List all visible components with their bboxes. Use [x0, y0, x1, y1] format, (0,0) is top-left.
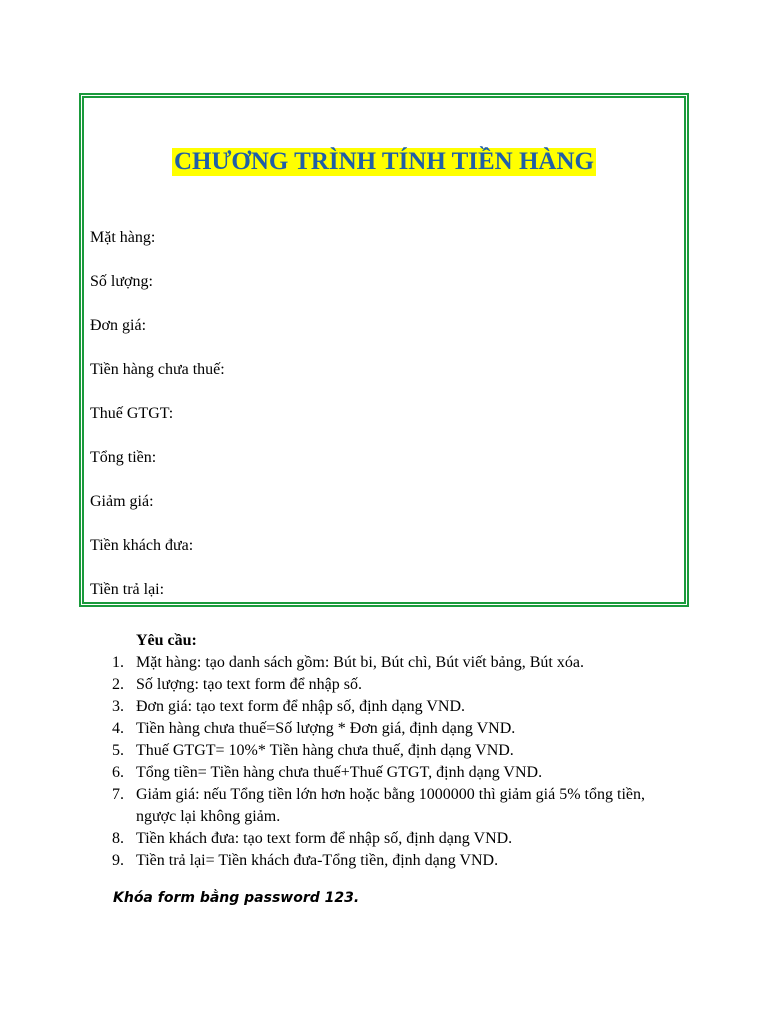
list-item-text: Số lượng: tạo text form để nhập số. [136, 676, 362, 693]
list-item-number: 6. [112, 764, 124, 781]
list-item [108, 674, 668, 696]
field-label-mat-hang: Mặt hàng: [90, 229, 156, 246]
list-item-text: Mặt hàng: tạo danh sách gồm: Bút bi, Bút chì, Bút viết bảng, Bút xóa. [136, 654, 584, 671]
list-item [108, 740, 668, 762]
list-item-text: Thuế GTGT= 10%* Tiền hàng chưa thuế, định dạng VND. [136, 742, 514, 759]
list-item-text: Đơn giá: tạo text form để nhập số, định dạng VND. [136, 698, 465, 715]
field-label-tien-hang-chua-thue: Tiền hàng chưa thuế: [90, 361, 225, 378]
list-item [108, 696, 668, 718]
requirements-heading: Yêu cầu: [136, 632, 197, 649]
list-item-text: Tổng tiền= Tiền hàng chưa thuế+Thuế GTGT, định dạng VND. [136, 764, 543, 781]
list-item-number: 2. [112, 676, 124, 693]
field-label-giam-gia: Giảm giá: [90, 493, 154, 510]
list-item-text: Giảm giá: nếu Tổng tiền lớn hơn hoặc bằng 1000000 thì giảm giá 5% tổng tiền, ngược lại không giảm. [136, 786, 645, 825]
list-item-number: 5. [112, 742, 124, 759]
list-item [108, 828, 668, 850]
list-item-text: Tiền khách đưa: tạo text form để nhập số, định dạng VND. [136, 830, 513, 847]
field-label-tong-tien: Tổng tiền: [90, 449, 157, 466]
title-wrap [0, 148, 768, 176]
list-item-text: Tiền hàng chưa thuế=Số lượng * Đơn giá, định dạng VND. [136, 720, 516, 737]
list-item-number: 7. [112, 786, 124, 803]
list-item [108, 718, 668, 740]
requirements-list [108, 652, 668, 872]
list-item [108, 850, 668, 872]
field-label-so-luong: Số lượng: [90, 273, 153, 290]
field-label-don-gia: Đơn giá: [90, 317, 147, 334]
list-item-number: 3. [112, 698, 124, 715]
field-label-tien-tra-lai: Tiền trả lại: [90, 581, 165, 598]
footer-note: Khóa form bằng password 123. [113, 890, 360, 906]
field-label-thue-gtgt: Thuế GTGT: [90, 405, 174, 422]
list-item-number: 9. [112, 852, 124, 869]
page-title: CHƯƠNG TRÌNH TÍNH TIỀN HÀNG [174, 148, 594, 175]
list-item [108, 762, 668, 784]
list-item-text: Tiền trả lại= Tiền khách đưa-Tổng tiền, định dạng VND. [136, 852, 499, 869]
list-item-number: 4. [112, 720, 124, 737]
list-item [108, 652, 668, 674]
list-item [108, 784, 668, 828]
list-item-number: 1. [112, 654, 124, 671]
field-label-tien-khach-dua: Tiền khách đưa: [90, 537, 194, 554]
list-item-number: 8. [112, 830, 124, 847]
